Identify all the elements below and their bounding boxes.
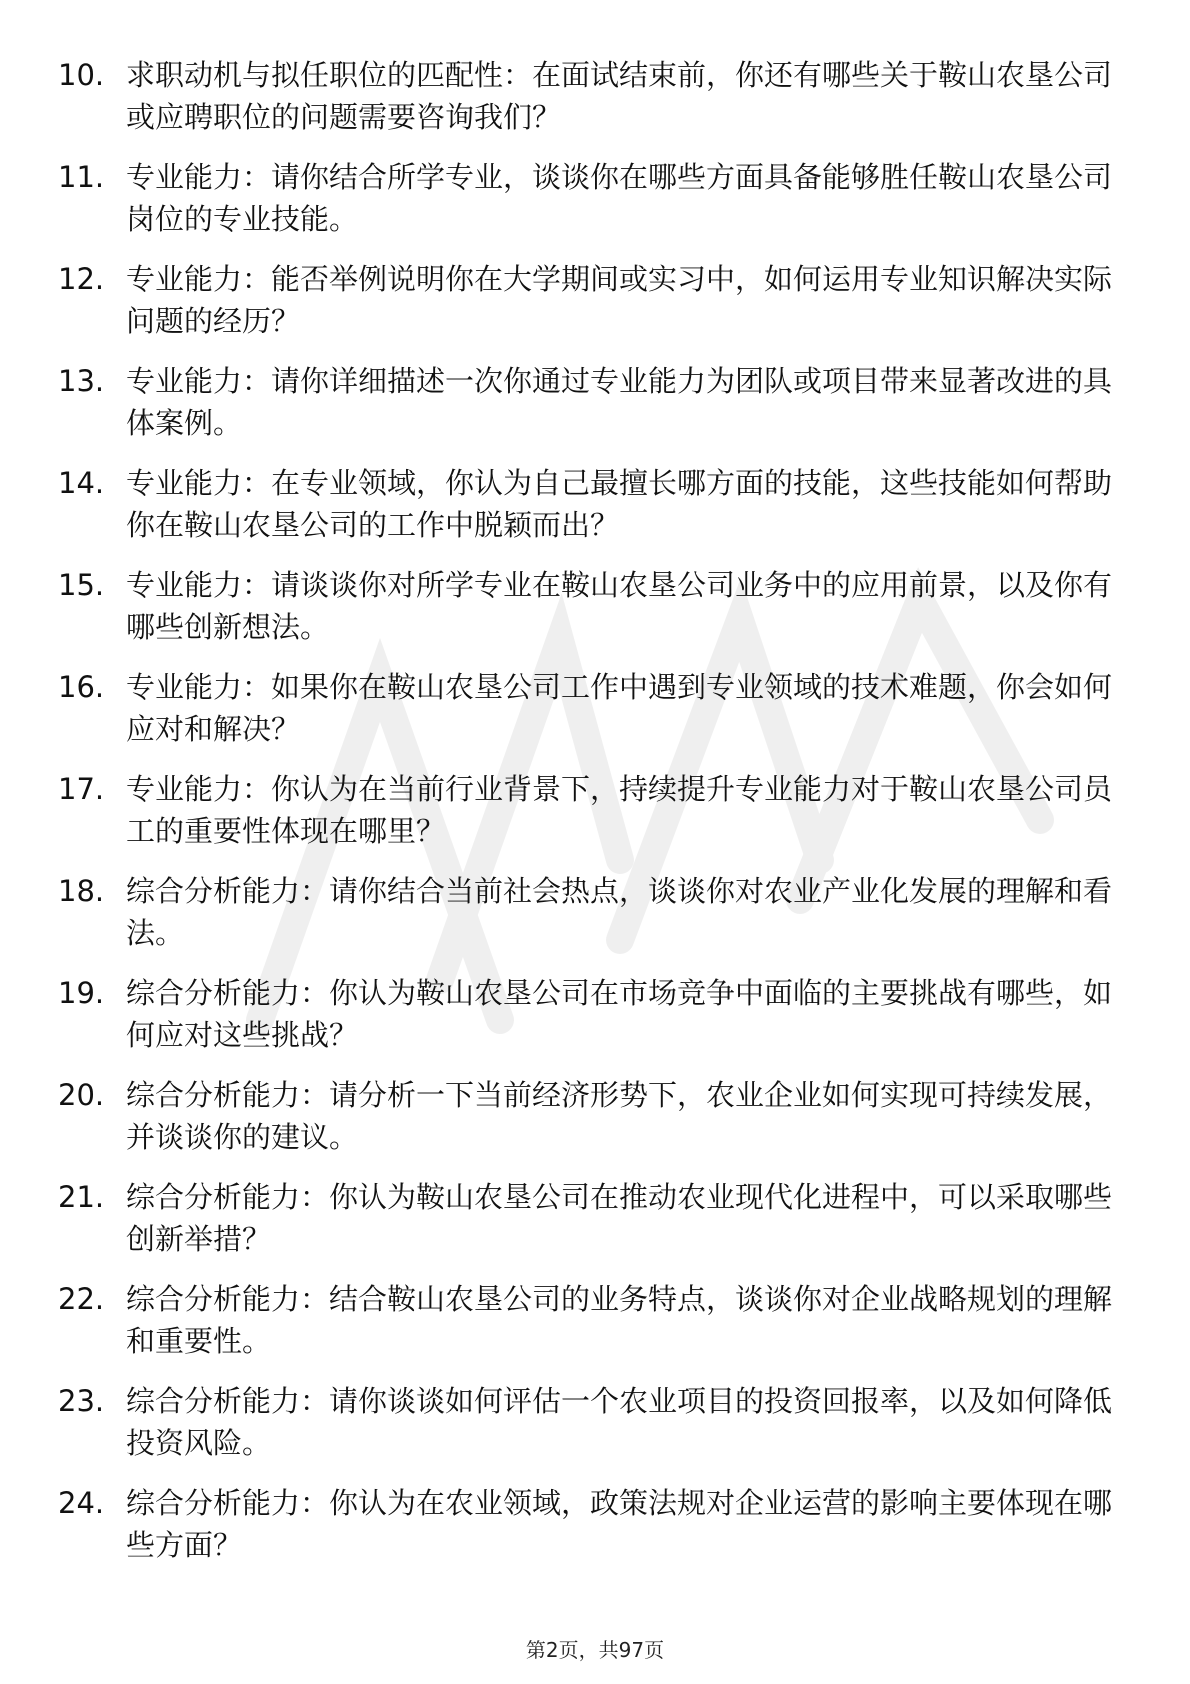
question-number: 12.	[58, 262, 105, 296]
question-item	[58, 360, 1128, 444]
question-number: 19.	[58, 976, 105, 1010]
question-item	[58, 1176, 1128, 1260]
question-text: 综合分析能力：请你谈谈如何评估一个农业项目的投资回报率，以及如何降低投资风险。	[126, 1384, 1113, 1460]
question-number: 18.	[58, 874, 105, 908]
question-text: 综合分析能力：请分析一下当前经济形势下，农业企业如何实现可持续发展，并谈谈你的建议。	[126, 1078, 1113, 1154]
question-item	[58, 1380, 1128, 1464]
question-item	[58, 156, 1128, 240]
question-number: 10.	[58, 58, 105, 92]
question-number: 21.	[58, 1180, 105, 1214]
question-item	[58, 1278, 1128, 1362]
question-number: 17.	[58, 772, 105, 806]
question-item	[58, 54, 1128, 138]
question-number: 15.	[58, 568, 105, 602]
question-text: 专业能力：如果你在鞍山农垦公司工作中遇到专业领域的技术难题，你会如何应对和解决？	[126, 670, 1113, 746]
question-item	[58, 870, 1128, 954]
question-item	[58, 1074, 1128, 1158]
question-list	[58, 54, 1128, 1584]
page-number-label: 第2页，共97页	[525, 1638, 665, 1662]
question-text: 专业能力：在专业领域，你认为自己最擅长哪方面的技能，这些技能如何帮助你在鞍山农垦公司的工作中脱颖而出？	[126, 466, 1113, 542]
question-number: 22.	[58, 1282, 105, 1316]
question-text: 专业能力：请你详细描述一次你通过专业能力为团队或项目带来显著改进的具体案例。	[126, 364, 1113, 440]
question-text: 综合分析能力：你认为鞍山农垦公司在市场竞争中面临的主要挑战有哪些，如何应对这些挑战？	[126, 976, 1113, 1052]
question-text: 专业能力：你认为在当前行业背景下，持续提升专业能力对于鞍山农垦公司员工的重要性体现在哪里？	[126, 772, 1113, 848]
question-text: 求职动机与拟任职位的匹配性：在面试结束前，你还有哪些关于鞍山农垦公司或应聘职位的问题需要咨询我们？	[126, 58, 1113, 134]
page-footer	[0, 1634, 1190, 1663]
question-item	[58, 564, 1128, 648]
question-number: 14.	[58, 466, 105, 500]
question-number: 20.	[58, 1078, 105, 1112]
question-text: 专业能力：请谈谈你对所学专业在鞍山农垦公司业务中的应用前景，以及你有哪些创新想法。	[126, 568, 1113, 644]
question-number: 11.	[58, 160, 105, 194]
question-item	[58, 258, 1128, 342]
question-text: 专业能力：能否举例说明你在大学期间或实习中，如何运用专业知识解决实际问题的经历？	[126, 262, 1113, 338]
question-text: 综合分析能力：你认为在农业领域，政策法规对企业运营的影响主要体现在哪些方面？	[126, 1486, 1113, 1562]
question-number: 13.	[58, 364, 105, 398]
question-number: 16.	[58, 670, 105, 704]
question-text: 专业能力：请你结合所学专业，谈谈你在哪些方面具备能够胜任鞍山农垦公司岗位的专业技能。	[126, 160, 1113, 236]
question-text: 综合分析能力：你认为鞍山农垦公司在推动农业现代化进程中，可以采取哪些创新举措？	[126, 1180, 1113, 1256]
question-text: 综合分析能力：请你结合当前社会热点，谈谈你对农业产业化发展的理解和看法。	[126, 874, 1113, 950]
question-item	[58, 666, 1128, 750]
question-item	[58, 462, 1128, 546]
question-item	[58, 768, 1128, 852]
question-item	[58, 1482, 1128, 1566]
question-item	[58, 972, 1128, 1056]
question-number: 24.	[58, 1486, 105, 1520]
question-text: 综合分析能力：结合鞍山农垦公司的业务特点，谈谈你对企业战略规划的理解和重要性。	[126, 1282, 1113, 1358]
question-number: 23.	[58, 1384, 105, 1418]
